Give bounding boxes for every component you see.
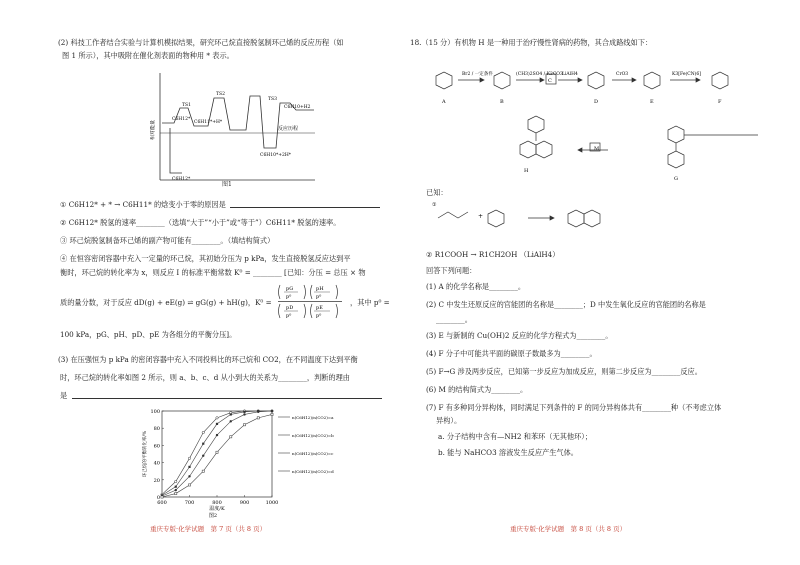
label-d: D bbox=[594, 99, 599, 105]
chart2-xlabel: 温度/K bbox=[209, 506, 225, 512]
right-page bbox=[398, 0, 800, 565]
svg-text:pD: pD bbox=[286, 305, 294, 311]
label-c: C bbox=[548, 78, 552, 84]
question-2b: ________。 bbox=[436, 315, 472, 324]
fig1-species-2: TS1 bbox=[182, 103, 191, 108]
chart2-xtick-label: 1000 bbox=[265, 500, 279, 506]
item-4d: ，其中 p⁰ = bbox=[350, 298, 390, 307]
k-formula bbox=[276, 282, 346, 322]
item-4c: 质的量分数，对于反应 dD(g) + eE(g) ⇌ gG(g) + hH(g)，K⁰ = bbox=[60, 298, 272, 307]
chart2-point bbox=[202, 455, 204, 457]
q18-title: 18.（15 分）有机物 H 是一种用于治疗慢性肾病的药物，其合成路线如下： bbox=[410, 38, 653, 47]
figure-2-chart bbox=[140, 405, 340, 523]
left-footer: 重庆专版·化学试题 第 7 页（共 8 页） bbox=[150, 525, 267, 533]
label-h: H bbox=[524, 168, 529, 174]
chart2-ytick-label: 100 bbox=[150, 409, 160, 415]
fig1-species-6: TS3 bbox=[268, 97, 277, 102]
fig1-bottom-label: C6H12* bbox=[172, 177, 191, 182]
chart2-point bbox=[243, 411, 245, 413]
chart2-ytick-label: 60 bbox=[153, 443, 160, 450]
chart2-ytick-label: 0 bbox=[156, 495, 160, 501]
chart2-point bbox=[230, 413, 232, 415]
chart2-point bbox=[257, 417, 259, 419]
q3-a: (3) 在压强恒为 p kPa 的密闭容器中充入不同投料比的环己烷和 CO2，在不同温度下达到平衡 bbox=[58, 355, 358, 364]
svg-text:p⁰: p⁰ bbox=[286, 313, 292, 319]
chart2-point bbox=[175, 492, 177, 494]
figure-1-energy-diagram bbox=[150, 68, 320, 188]
svg-text:pH: pH bbox=[316, 286, 324, 292]
fig1-caption: 图1 bbox=[222, 181, 232, 188]
svg-text:+: + bbox=[478, 213, 484, 220]
fig1-species-5: C6H10*+2H* bbox=[260, 153, 292, 158]
chart2-ylabel: 环己烷的平衡转化率/% bbox=[143, 430, 148, 478]
chart2-xtick-label: 600 bbox=[157, 500, 167, 506]
chart2-point bbox=[243, 413, 245, 415]
condition-a: a. 分子结构中含有—NH2 和苯环（无其他环）； bbox=[438, 432, 593, 441]
chart2-point bbox=[202, 443, 204, 445]
chart2-point bbox=[271, 410, 273, 412]
question-7b: 异构）。 bbox=[436, 416, 462, 425]
question-2: (2) C 中发生还原反应的官能团的名称是________；D 中发生氧化反应的官能团的名称是 bbox=[426, 300, 706, 309]
chart2-xtick-label: 700 bbox=[184, 500, 195, 506]
item-4a: ④ 在恒容密闭容器中充入一定量的环己烷，其初始分压为 p kPa，发生直接脱氢反应达到平 bbox=[60, 254, 351, 263]
reagent-1: Br2 / 一定条件 bbox=[462, 72, 493, 77]
chart2-point bbox=[175, 480, 177, 482]
fig1-species-4: TS2 bbox=[216, 92, 225, 97]
item-4b: 衡时，环己烷的转化率为 x，则反应 I 的标准平衡常数 K⁰ = ________ [已知：分压 = 总压 × 物 bbox=[60, 268, 366, 277]
chart2-point bbox=[161, 496, 163, 498]
item-1-blank bbox=[230, 207, 380, 208]
svg-text:p⁰: p⁰ bbox=[286, 294, 292, 300]
chart2-caption: 图2 bbox=[208, 513, 218, 519]
chart2-point bbox=[257, 411, 259, 413]
item-3: ③ 环己烷脱氢制备环己烯的副产物可能有________。（填结构简式） bbox=[60, 236, 275, 245]
left-page bbox=[0, 0, 398, 565]
chart2-legend-label: n(C6H12)/n(CO2)=b bbox=[292, 433, 334, 438]
reagent-5: K3[Fe(CN)6] bbox=[672, 72, 702, 77]
q3-blank bbox=[72, 398, 382, 399]
chart2-point bbox=[230, 420, 232, 422]
q3-c: 是 bbox=[60, 391, 68, 400]
fig1-ylabel: 相对能量 bbox=[150, 119, 156, 140]
reagent-3: LiAlH4 bbox=[562, 72, 578, 77]
svg-text:①: ① bbox=[432, 202, 437, 208]
item-1: ① C6H12* + * → C6H11* 的焓变小于零的原因是 bbox=[60, 200, 226, 209]
chart2-point bbox=[175, 486, 177, 488]
chart2-series-line-3 bbox=[162, 414, 272, 497]
chart2-ytick-label: 40 bbox=[153, 460, 160, 467]
svg-text:pG: pG bbox=[286, 286, 294, 292]
condition-b: b. 能与 NaHCO3 溶液发生反应产生气体。 bbox=[438, 448, 578, 457]
question-4: (4) F 分子中可能共平面的碳原子数最多为________。 bbox=[426, 349, 597, 358]
q2-intro-2: 图 1 所示），其中吸附在催化剂表面的物种用 * 表示。 bbox=[62, 51, 234, 60]
question-7: (7) F 有多种同分异构体，同时满足下列条件的 F 的同分异构体共有________种（不考虑立体 bbox=[426, 403, 722, 412]
svg-text:p⁰: p⁰ bbox=[316, 294, 322, 300]
reagent-2: (CH3)2SO4 / K2CO3 bbox=[516, 72, 563, 77]
chart2-point bbox=[202, 470, 204, 472]
chart2-point bbox=[188, 466, 190, 468]
synthesis-route-row-2 bbox=[498, 110, 788, 185]
fig1-species-3: C6H11*+H* bbox=[194, 120, 223, 125]
question-3: (3) E 与新制的 Cu(OH)2 反应的化学方程式为________。 bbox=[426, 331, 613, 340]
chart2-point bbox=[243, 424, 245, 426]
right-footer: 重庆专版·化学试题 第 8 页（共 8 页） bbox=[510, 525, 627, 533]
chart2-point bbox=[216, 417, 218, 419]
chart2-legend-label: n(C6H12)/n(CO2)=c bbox=[292, 451, 334, 456]
label-f: F bbox=[718, 99, 722, 105]
chart2-ytick-label: 20 bbox=[153, 477, 160, 484]
answer-prompt: 回答下列问题： bbox=[426, 266, 477, 275]
svg-text:pE: pE bbox=[316, 305, 323, 311]
synthesis-route-row-1 bbox=[418, 58, 798, 108]
chart2-xtick-label: 900 bbox=[239, 500, 250, 506]
chart2-point bbox=[188, 484, 190, 486]
chart2-point bbox=[216, 451, 218, 453]
chart2-point bbox=[230, 436, 232, 438]
question-1: (1) A 的化学名称是________。 bbox=[426, 282, 526, 291]
label-g: G bbox=[674, 176, 678, 182]
label-e: E bbox=[650, 99, 654, 105]
svg-text:p⁰: p⁰ bbox=[316, 313, 322, 319]
fig1-xlabel: 反应历程 bbox=[278, 126, 299, 132]
known-reaction-1 bbox=[428, 198, 648, 236]
item-4e: 100 kPa，pG、pH、pD、pE 为各组分的平衡分压]。 bbox=[60, 330, 237, 339]
q2-intro: (2) 科技工作者结合实验与计算机模拟结果，研究环己烷直接脱氢制环己烯的反应历程（如 bbox=[58, 38, 344, 47]
fig1-species-1: C6H12* bbox=[172, 117, 191, 122]
chart2-legend-label: n(C6H12)/n(CO2)=d bbox=[292, 469, 334, 474]
item-2: ② C6H12* 脱氢的速率________（选填“大于”“小于”或“等于”）C6H11* 脱氢的速率。 bbox=[60, 218, 341, 227]
label-b: B bbox=[500, 99, 504, 105]
q3-b: 时，环己烷的转化率如图 2 所示，则 a、b、c、d 从小到大的关系为________，判断的理由 bbox=[60, 373, 350, 382]
chart2-point bbox=[188, 475, 190, 477]
chart2-point bbox=[202, 431, 204, 433]
label-a: A bbox=[442, 99, 446, 105]
reagent-4: CrO3 bbox=[616, 72, 629, 77]
known-2: ② R1COOH → R1CH2OH （LiAlH4） bbox=[426, 250, 560, 259]
fig1-species-7: C6H10+H2 bbox=[284, 105, 311, 110]
chart2-point bbox=[188, 457, 190, 459]
chart2-point bbox=[271, 413, 273, 415]
label-m: M bbox=[594, 146, 600, 152]
question-5: (5) F→G 涉及两步反应，已知第一步反应为加成反应，则第二步反应为________反应。 bbox=[426, 367, 702, 376]
chart2-point bbox=[216, 423, 218, 425]
chart2-xtick-label: 800 bbox=[212, 500, 222, 506]
question-6: (6) M 的结构简式为________。 bbox=[426, 385, 528, 394]
chart2-point bbox=[216, 434, 218, 436]
chart2-point bbox=[175, 489, 177, 491]
chart2-ytick-label: 80 bbox=[153, 426, 160, 433]
known-label: 已知： bbox=[426, 188, 448, 197]
chart2-legend-label: n(C6H12)/n(CO2)=a bbox=[292, 415, 334, 420]
